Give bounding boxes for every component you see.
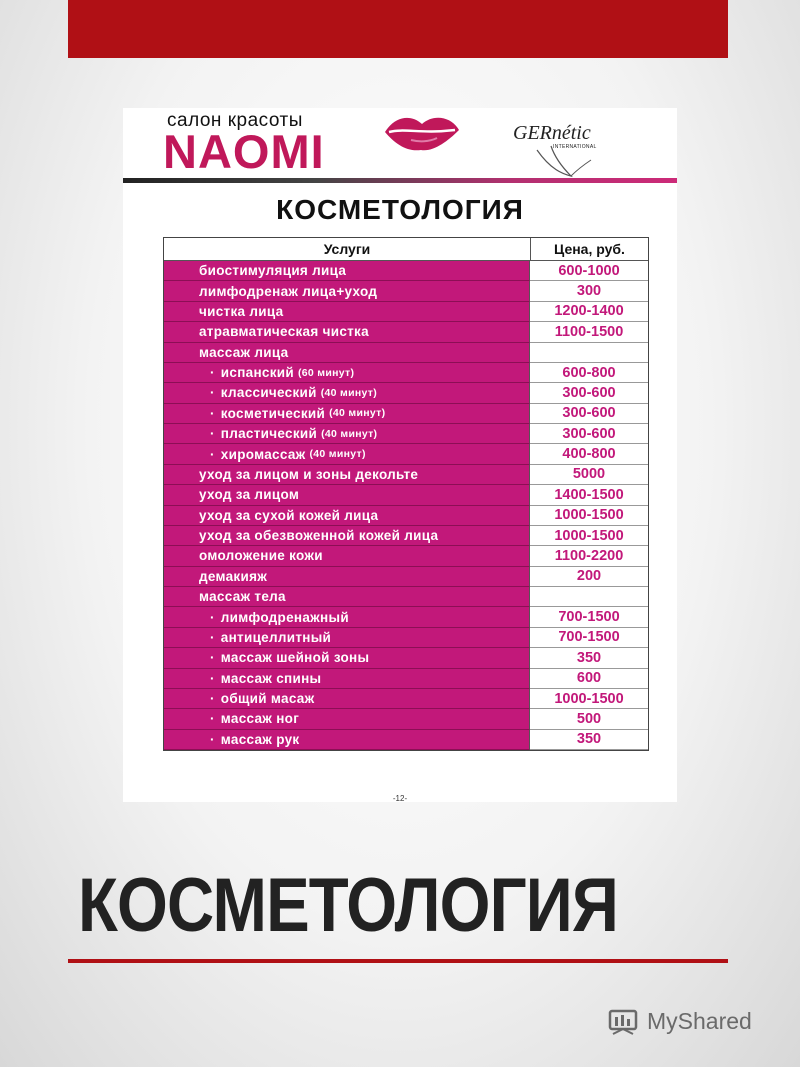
table-row xyxy=(164,444,648,464)
service-cell xyxy=(164,587,530,607)
document-title: КОСМЕТОЛОГИЯ xyxy=(276,194,524,225)
service-cell xyxy=(164,302,530,322)
service-name: · массаж спины xyxy=(220,670,322,686)
column-header-services: Услуги xyxy=(164,238,531,260)
price-cell: 1400-1500 xyxy=(530,485,648,505)
price-cell: 600 xyxy=(530,669,648,689)
service-name: уход за обезвоженной кожей лица xyxy=(199,528,439,544)
service-name: · пластический xyxy=(220,426,318,442)
table-row xyxy=(164,689,648,709)
service-cell xyxy=(164,444,530,464)
table-row xyxy=(164,526,648,546)
price-cell: 300 xyxy=(530,281,648,301)
price-cell xyxy=(530,343,648,363)
service-name: атравматическая чистка xyxy=(199,324,369,340)
watermark-text: MyShared xyxy=(647,1008,752,1034)
table-row xyxy=(164,669,648,689)
table-row xyxy=(164,506,648,526)
price-cell: 700-1500 xyxy=(530,607,648,627)
service-name: · классический xyxy=(220,385,317,401)
service-name: · испанский xyxy=(220,365,294,381)
table-row xyxy=(164,322,648,342)
price-cell: 1000-1500 xyxy=(530,506,648,526)
brand-subtitle: салон красоты xyxy=(167,110,303,131)
service-name: · массаж рук xyxy=(220,731,300,747)
price-cell xyxy=(530,587,648,607)
price-cell: 1200-1400 xyxy=(530,302,648,322)
service-cell xyxy=(164,383,530,403)
table-row xyxy=(164,363,648,383)
slide-title: КОСМЕТОЛОГИЯ xyxy=(78,863,619,948)
service-cell xyxy=(164,567,530,587)
service-name: · антицеллитный xyxy=(220,629,332,645)
service-cell xyxy=(164,465,530,485)
service-name: массаж тела xyxy=(199,589,286,605)
table-row xyxy=(164,546,648,566)
service-name: · лимфодренажный xyxy=(220,609,349,625)
price-cell: 700-1500 xyxy=(530,628,648,648)
service-name: демакияж xyxy=(199,568,268,584)
service-name: уход за лицом xyxy=(199,487,300,503)
title-underline xyxy=(68,959,728,963)
price-cell: 600-1000 xyxy=(530,261,648,281)
table-row xyxy=(164,587,648,607)
price-cell: 600-800 xyxy=(530,363,648,383)
service-cell xyxy=(164,628,530,648)
price-cell: 500 xyxy=(530,709,648,729)
service-cell xyxy=(164,281,530,301)
table-row xyxy=(164,730,648,750)
service-name: чистка лица xyxy=(199,303,284,319)
header-divider xyxy=(123,178,677,183)
service-cell xyxy=(164,546,530,566)
service-cell xyxy=(164,343,530,363)
price-cell: 200 xyxy=(530,567,648,587)
service-cell xyxy=(164,363,530,383)
myshared-logo-icon xyxy=(607,1006,639,1036)
service-cell xyxy=(164,404,530,424)
price-cell: 5000 xyxy=(530,465,648,485)
price-cell: 1100-1500 xyxy=(530,322,648,342)
price-cell: 350 xyxy=(530,648,648,668)
price-cell: 300-600 xyxy=(530,383,648,403)
table-row xyxy=(164,567,648,587)
service-cell xyxy=(164,526,530,546)
service-cell xyxy=(164,506,530,526)
service-duration: (40 минут) xyxy=(329,407,386,420)
partner-emblem-icon xyxy=(533,140,593,180)
lips-icon xyxy=(381,112,463,156)
service-name: лимфодренаж лица+уход xyxy=(199,283,378,299)
table-row xyxy=(164,709,648,729)
top-accent-band xyxy=(68,0,728,58)
brand-name: NAOMI xyxy=(163,125,325,178)
price-cell: 400-800 xyxy=(530,444,648,464)
service-cell xyxy=(164,709,530,729)
service-name: омоложение кожи xyxy=(199,548,323,564)
service-duration: (40 минут) xyxy=(320,386,378,399)
table-row xyxy=(164,302,648,322)
price-cell: 1100-2200 xyxy=(530,546,648,566)
service-cell xyxy=(164,424,530,444)
price-table xyxy=(163,237,649,751)
service-cell xyxy=(164,607,530,627)
price-cell: 350 xyxy=(530,730,648,750)
page-number: -12- xyxy=(392,794,408,803)
price-list-document xyxy=(123,108,677,802)
table-body xyxy=(164,261,648,750)
table-row xyxy=(164,424,648,444)
service-name: · косметический xyxy=(220,405,326,421)
service-name: · массаж шейной зоны xyxy=(220,650,370,666)
watermark xyxy=(607,1006,777,1036)
salon-logo xyxy=(163,110,463,180)
partner-logo xyxy=(513,118,623,178)
service-name: массаж лица xyxy=(199,344,289,360)
price-cell: 300-600 xyxy=(530,404,648,424)
service-cell xyxy=(164,730,530,750)
table-row xyxy=(164,261,648,281)
service-name: · массаж ног xyxy=(220,711,300,727)
service-name: · общий масаж xyxy=(220,691,315,707)
table-row xyxy=(164,628,648,648)
table-row xyxy=(164,343,648,363)
service-cell xyxy=(164,669,530,689)
price-cell: 300-600 xyxy=(530,424,648,444)
service-cell xyxy=(164,648,530,668)
table-row xyxy=(164,281,648,301)
table-row xyxy=(164,607,648,627)
service-name: уход за сухой кожей лица xyxy=(199,507,379,523)
service-name: биостимуляция лица xyxy=(199,263,347,279)
service-duration: (40 минут) xyxy=(309,448,366,461)
partner-name: GERnétic xyxy=(513,122,591,144)
table-row xyxy=(164,383,648,403)
service-duration: (40 минут) xyxy=(321,427,378,440)
service-name: · хиромассаж xyxy=(220,446,306,462)
table-row xyxy=(164,404,648,424)
partner-subtitle: INTERNATIONAL xyxy=(553,144,597,150)
table-row xyxy=(164,485,648,505)
service-cell xyxy=(164,689,530,709)
table-row xyxy=(164,465,648,485)
table-header xyxy=(164,238,648,261)
column-header-price: Цена, руб. xyxy=(554,241,625,257)
service-name: уход за лицом и зоны декольте xyxy=(199,466,419,482)
price-cell: 1000-1500 xyxy=(530,526,648,546)
price-cell: 1000-1500 xyxy=(530,689,648,709)
service-duration: (60 минут) xyxy=(297,366,355,379)
service-cell xyxy=(164,261,530,281)
service-cell xyxy=(164,485,530,505)
service-cell xyxy=(164,322,530,342)
table-row xyxy=(164,648,648,668)
